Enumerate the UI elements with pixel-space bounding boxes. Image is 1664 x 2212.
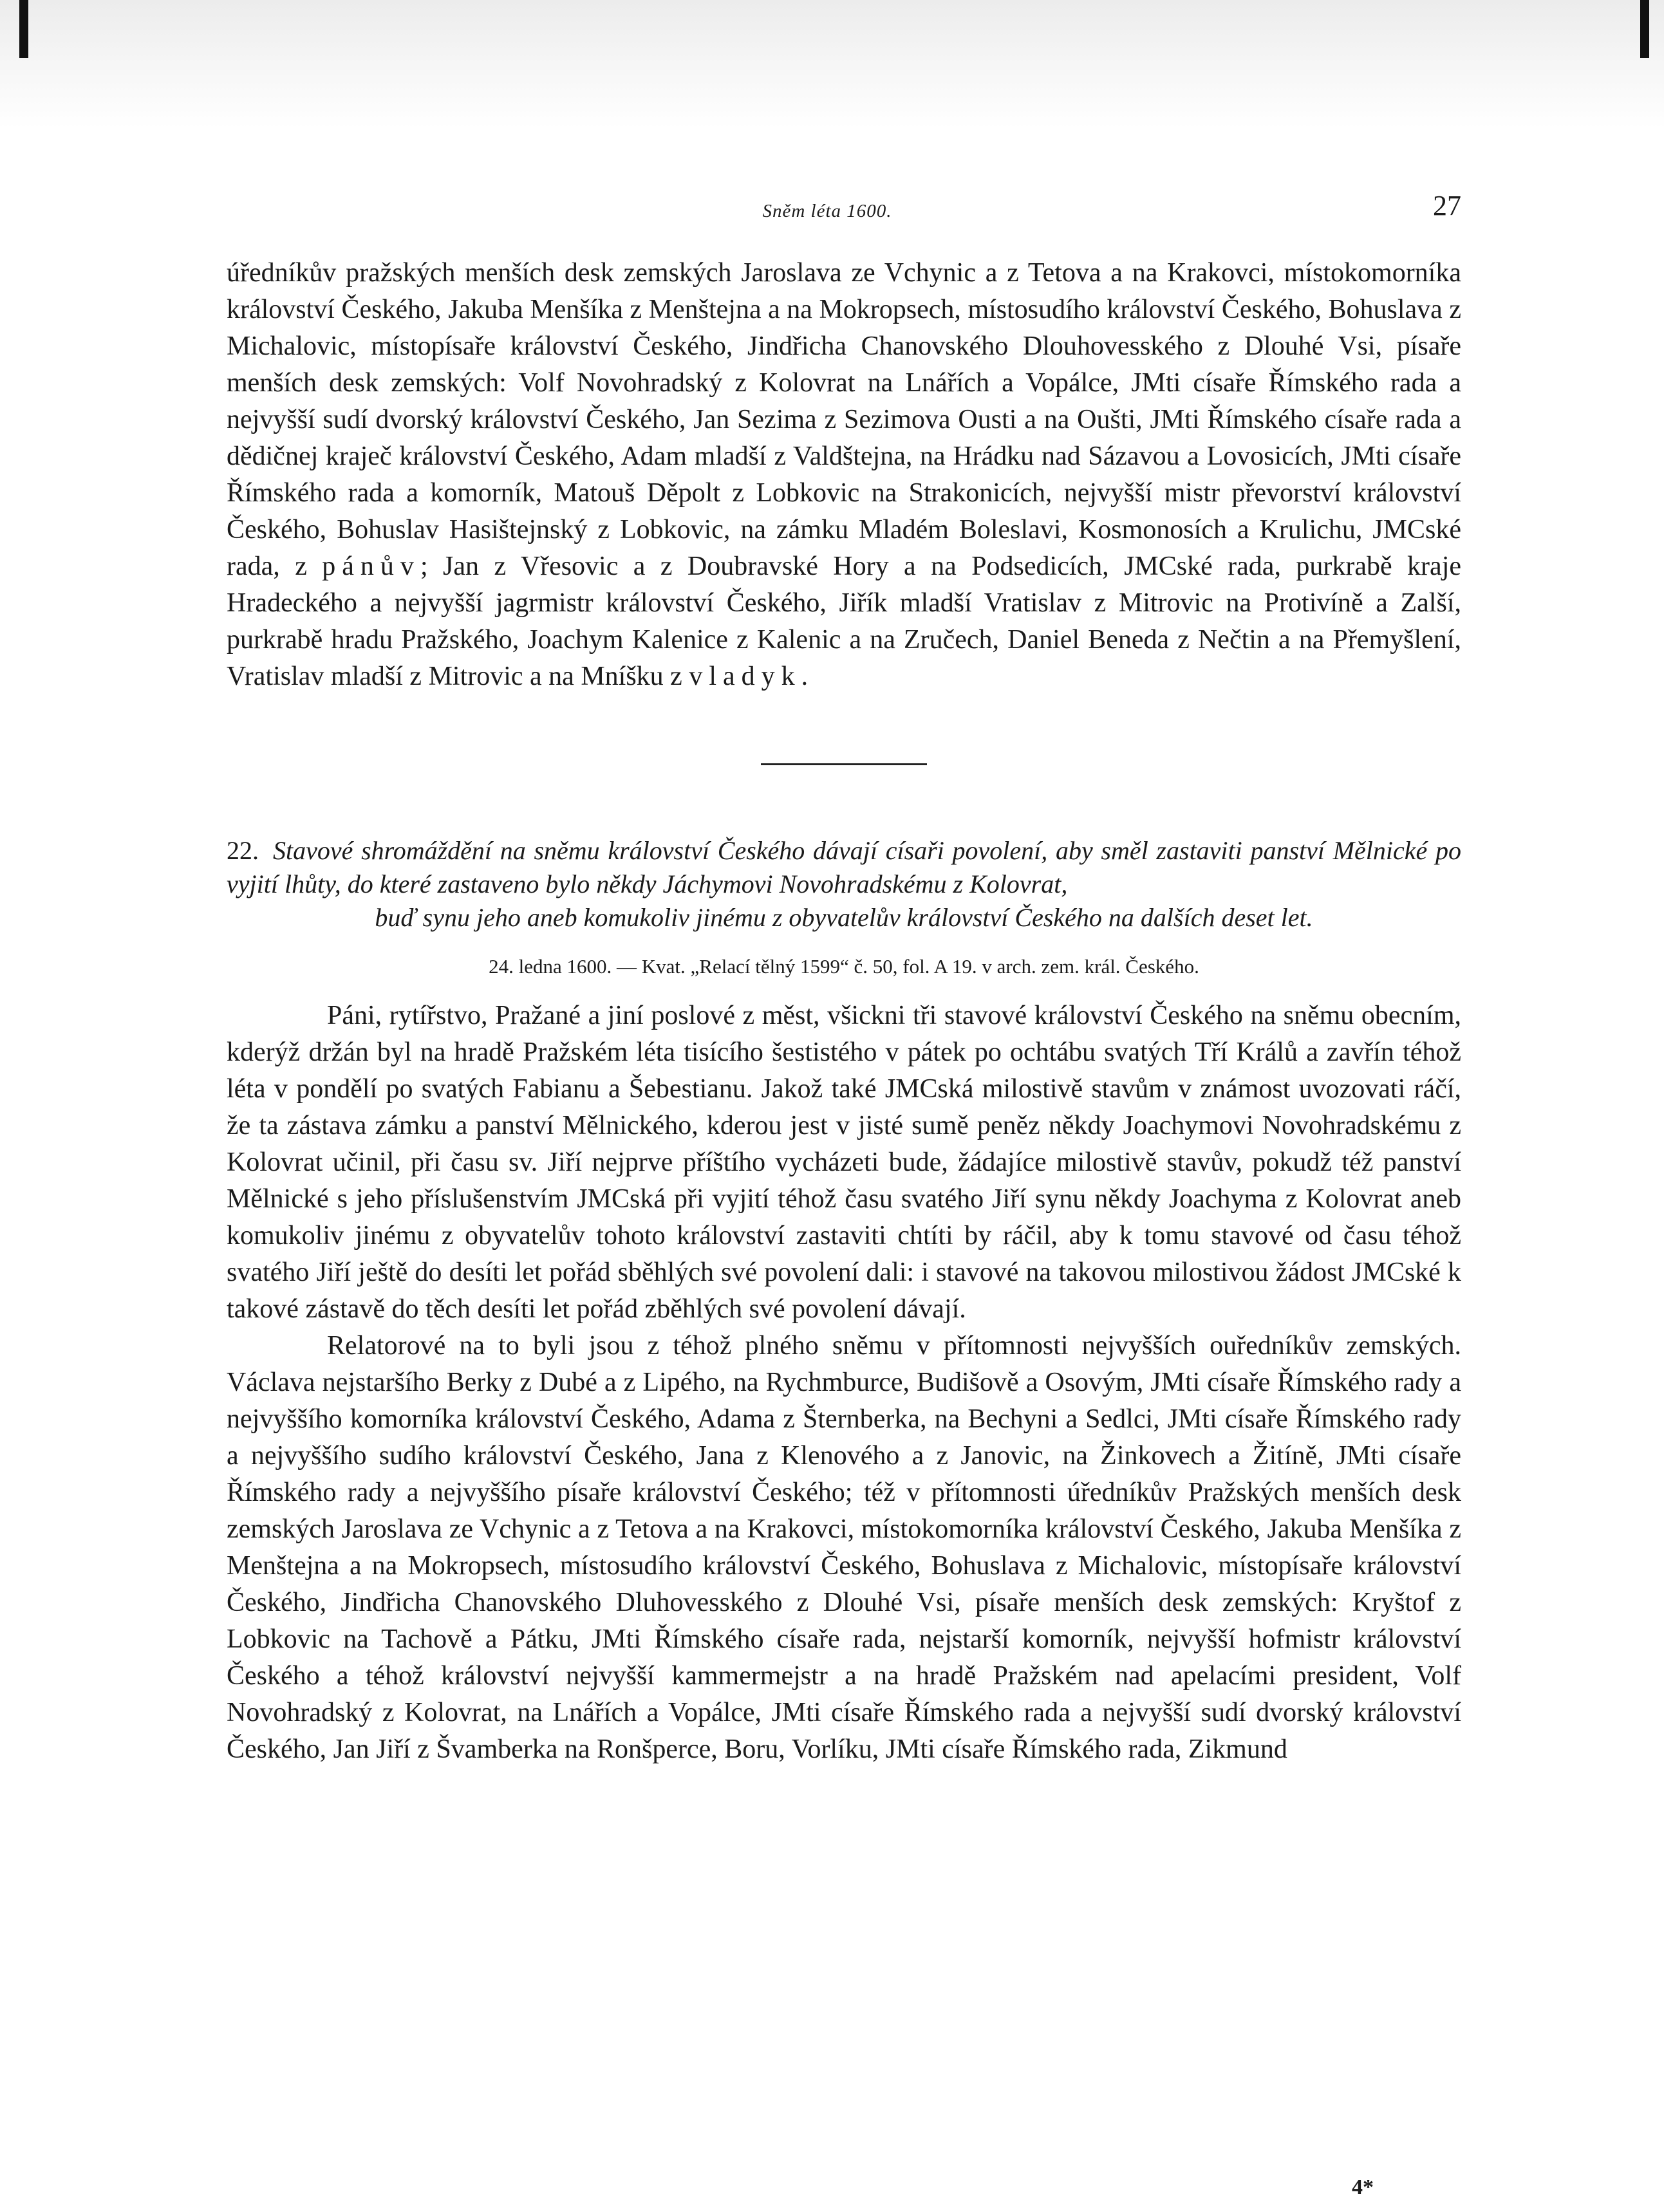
- paragraph-end: .: [801, 662, 809, 691]
- scan-edge-left: [19, 0, 28, 58]
- scan-edge-right: [1640, 0, 1649, 58]
- document-heading: [227, 834, 1461, 934]
- document-title-last-line: buď synu jeho aneb komukoliv jinému z obyvatelův království Českého na dalších deset let.: [375, 903, 1313, 932]
- section-divider: [761, 763, 927, 765]
- document-number: 22.: [227, 836, 259, 865]
- running-head: Sněm léta 1600.: [762, 201, 892, 221]
- paragraph-text: úředníkův pražských menších desk zemských Jaroslava ze Vchynic a z Tetova a na Krakovci, místokomorníka království Českého, Jakuba Menšíka z Menštejna a na Mokropsech, místosudího království Českého, Bohuslava z Michalovic, místopísaře království Českého, Jindřicha Chanovského Dlouhovesského z Dlouhé Vsi, písaře menších desk zemských: Volf Novohradský z Kolovrat na Lnářích a Vopálce, JMti císaře Římského rada a nejvyšší sudí dvorský království Českého, Jan Sezima z Sezimova Ousti a na Oušti, JMti Římského císaře rada a dědičnej kraječ království Českého, Adam mladší z Valdštejna, na Hrádku nad Sázavou a Lovosicích, JMti císaře Římského rada a komorník, Matouš Děpolt z Lobkovic na Strakonicích, nejvyšší mistr převorství království Českého, Bohuslav Hasištejnský z Lobkovic, na zámku Mladém Boleslavi, Kosmonosích a Krulichu, JMCské rada, z: [227, 258, 1461, 581]
- body-paragraph-2: Relatorové na to byli jsou z téhož plného sněmu v přítomnosti nejvyšších ouředníkův zemských. Václava nejstaršího Berky z Dubé a z Lipého, na Rychmburce, Budišově a Osovým, JMti císaře Římského rady a nejvyššího komorníka království Českého, Adama z Šternberka, na Bechyni a Sedlci, JMti císaře Římského rady a nejvyššího sudího království Českého, Jana z Klenového a z Janovic, na Žinkovech a Žitíně, JMti císaře Římského rady a nejvyššího písaře království Českého; též v přítomnosti úředníkův Pražských menších desk zemských Jaroslava ze Vchynic a z Tetova a na Krakovci, místokomorníka království Českého, Jakuba Menšíka z Menštejna a na Mokropsech, místosudího království Českého, Bohuslava z Michalovic, místopísaře království Českého, Jindřicha Chanovského Dluhovesského z Dlouhé Vsi, písaře menších desk zemských: Kryštof z Lobkovic na Tachově a Pátku, JMti Římského císaře rada, nejstarší komorník, nejvyšší hofmistr království Českého a téhož království nejvyšší kammermejstr a na hradě Pražském nad apelacími president, Volf Novohradský z Kolovrat, na Lnářích a Vopálce, JMti císaře Římského rada a nejvyšší sudí dvorský království Českého, Jan Jiří z Švamberka na Ronšperce, Boru, Vorlíku, JMti císaře Římského rada, Zikmund: [227, 1331, 1461, 1764]
- document-body: [227, 998, 1461, 1768]
- source-note: 24. ledna 1600. — Kvat. „Relací tělný 1599“ č. 50, fol. A 19. v arch. zem. král. Českého.: [489, 955, 1199, 978]
- body-paragraph-1: Páni, rytířstvo, Pražané a jiní poslové z měst, všickni tři stavové království Českého na sněmu obecním, kderýž držán byl na hradě Pražském léta tisícího šestistého v pátek po ochtábu svatých Tří Králů a zavřín téhož léta v pondělí po svatých Fabianu a Šebestianu. Jakož také JMCská milostivě stavům v známost uvozovati ráčí, že ta zástava zámku a panství Mělnického, kderou jest v jisté sumě peněz někdy Joachymovi Novohradskému z Kolovrat učinil, při času sv. Jiří nejprve příštího vycházeti bude, žádajíce milostivě stavův, pokudž též panství Mělnické s jeho příslušenstvím JMCská při vyjití téhož času svatého Jiří synu někdy Joachyma z Kolovrat aneb komukoliv jinému z obyvatelův tohoto království zastaviti chtíti by ráčil, aby k tomu stavové od času téhož svatého Jiří ještě do desíti let pořád sběhlých své povolení dali: i stavové na takovou milostivou žádost JMCské k takové zástavě do těch desíti let pořád zběhlých své povolení dávají.: [227, 1001, 1461, 1324]
- page-header: [193, 189, 1461, 228]
- scan-shadow: [0, 0, 1664, 129]
- page-number: 27: [1433, 190, 1461, 221]
- estate-lords: pánův: [322, 552, 420, 581]
- continued-paragraph: [227, 255, 1461, 695]
- estate-knights: vladyk: [689, 662, 801, 691]
- signature-mark: 4*: [1352, 2175, 1374, 2199]
- document-title: Stavové shromáždění na sněmu království Českého dávají císaři povolení, aby směl zastaviti panství Mělnické po vyjití lhůty, do které zastaveno bylo někdy Jáchymovi Novohradskému z Kolovrat,: [227, 836, 1461, 898]
- paragraph-text-2: ; Jan z Vřesovic a z Doubravské Hory a na Podsedicích, JMCské rada, purkrabě kraje Hradeckého a nejvyšší jagrmistr království Českého, Jiřík mladší Vratislav z Mitrovic na Protivíně a Zalší, purkrabě hradu Pražského, Joachym Kalenice z Kalenic a na Zručech, Daniel Beneda z Nečtin a na Přemyšlení, Vratislav mladší z Mitrovic a na Mníšku z: [227, 552, 1461, 691]
